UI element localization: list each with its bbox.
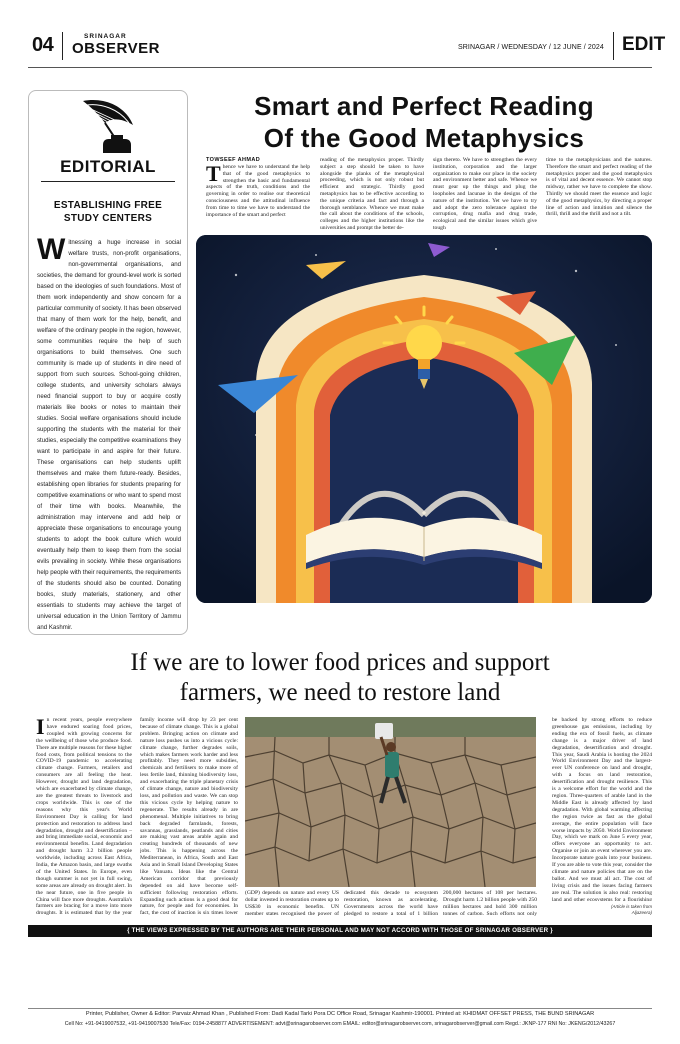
editorial-label: EDITORIAL [60, 157, 156, 176]
article-column: reading of the metaphysics proper. Thirdly subject a step should be taken to have alongside the planks of the metaphysical proceeding, which is not only robust but efficient and strategic. Thirdly good metaphysics has to be effective according to the unique criteria and fact and through a thorough semblance. Whence we must make the call about the conditions of the schools, colleges and the higher institutions like the universities and prompt the better de- [320, 157, 424, 231]
drop-cap: W [37, 233, 66, 266]
article-column: dedicated this decade to ecosystem restoration, known as accelerating. Governments across the world have pledged to restore a total of 1 billion [344, 890, 438, 917]
article-headline [196, 90, 652, 154]
column-text: hence we have to understand the help that of the good metaphysics to strengthen the basic and fundamental aspects of the truth, conditions and the governing in order to realise our theoretical consciousness and the attitudinal influence from time to time we have to understand the importance of the smart and perfect [206, 164, 310, 218]
divider [613, 32, 614, 60]
masthead-rule [28, 67, 652, 68]
headline-line: farmers, we need to restore land [179, 679, 501, 706]
editorial-headline: ESTABLISHING FREE STUDY CENTERS [53, 200, 163, 224]
headline-line: Of the Good Metaphysics [263, 123, 585, 153]
article-headline [28, 648, 652, 708]
dateline: SRINAGAR / WEDNESDAY / 12 JUNE / 2024 [458, 44, 604, 51]
article-column: (GDP) depends on nature and every US dollar invested in restoration creates up to US$30 in economic benefits. UN member states recognised the power of [245, 890, 339, 917]
byline: TOWSEEF AHMAD [206, 157, 261, 163]
article-credit: (Article is taken from Aljazeera) [610, 904, 652, 915]
drop-cap: T [206, 164, 221, 186]
editorial-rule [41, 181, 175, 182]
cracked-earth-photo [245, 717, 536, 887]
editorial-sidebar [28, 90, 188, 635]
quill-inkpot-icon [73, 95, 143, 155]
headline-line: If we are to lower food prices and support [130, 649, 550, 676]
article-column [36, 717, 132, 915]
article-column: 200,000 hectares of 108 per hectares. Drought harm 1.2 billion people with 250 million hectares and hold 300 million tonnes of carbon. Such efforts not only [443, 890, 537, 917]
imprint-line: Printer, Publisher, Owner & Editor: Parvaiz Ahmad Khan , Published From: Dadi Kadal Tarki Pora DC Office Road, Srinagar Kashmir-190001. Printed at: KHIDMAT OFFSET PRESS, THE BUND SRINAGAR [85, 1011, 595, 1017]
editorial-text: itnessing a huge increase in social welfare trusts, non-profit organisations, non-governmental organisations, and societies, the demand for ground-level work is sorted based on the ideologies of such foundations. Most of them work independently and show concern for a particular community of society. It has been observed that many of them work for the help, benefit, and welfare of the ordinary people in the region, however, some communities require the help of such organisations to build themselves. One such community is made up of students in dire need of support from such sources. School-going children, college students, and university scholars always need financial support to buy or acquire costly materials like books or notes to maintain their studies. Social welfare organisations should include supporting the students with the material for their studies, especially the competitive examinations they want to participate in and aspire for their future. These organisations can help students uplift themselves and make them future-ready. Besides, establishing open libraries for students preparing for competitive examinations or who want to spend most of their time with books. Meanwhile, the administration may intervene and add help or appreciate these organisations to encourage young students to adopt the book culture which would eventually help them to keep them from the social evils prevailing in society. While these organisations help people with their requirements, the requirements of the students should also be counted. Donating books, study materials, stationery, and other essentials to students may achieve the target of universal education in the Union Territory of Jammu and Kashmir. [37, 239, 181, 631]
footer-rule [28, 1008, 652, 1009]
logo-sub: SRINAGAR [84, 33, 127, 40]
logo-main: OBSERVER [72, 39, 160, 57]
divider [62, 32, 63, 60]
masthead [28, 30, 666, 66]
article-column: time to the metaphysicians and the natures. Therefore the smart and perfect reading of the metaphysics proper and the good metaphysics is of vital and decent essence. We cannot stop midway, rather we have to complete the show. Thirdly we should meet the essence and logic of the good metaphysics, by directing a proper line of action and intuition and silence the thrill, thrill and the thrill and not a tilt. [546, 157, 652, 218]
drop-cap: I [36, 717, 45, 739]
article-column [206, 164, 310, 232]
page-number: 04 [32, 34, 54, 56]
article-column: family income will drop by 23 per cent because of climate change. This is a global problem. Bringing action on climate and nature loss pushes us into a vicious cycle: climate change, further degrades soils, which makes farmers work harder and less profitably. They need more subsidies, chemicals and fertilisers to make more of less fertile land, thinning biodiversity loss, and exacerbating the triple planetary crisis of climate change, nature and biodiversity loss, and pollution and waste. We can stop this vicious cycle by helping nature to regenerate. The results already in are phenomenal. Multiple initiatives to bring back degraded farmlands, forests, savannas, grasslands, peatlands and cities are making vast areas arable again and creating hundreds of thousands of new jobs. This is happening across the Mediterranean, in Africa, South and East Asia and in Small Island Developing States like Vanuatu. Ideas like the Central American corridor that previously depended on aid have become self-sufficient following restoration efforts. Expanding such actions is a good deal for nature, for people and for economies. In fact, the cost of inaction is six times lower [140, 717, 238, 915]
newspaper-logo [72, 34, 160, 56]
disclaimer-bar: { THE VIEWS EXPRESSED BY THE AUTHORS ARE THEIR PERSONAL AND MAY NOT ACCORD WITH THOSE OF SRINAGAR OBSERVER } [28, 925, 652, 937]
editorial-body [37, 233, 181, 633]
contact-line: Cell No: +91-9419007532, +91-9419007530 Tele/Fax: 0194-2458877 ADVERTISEMENT: advt@srinagarobserver.com EMAIL: editor@srinagarobserver.com, srinagarobserver@gmail.com Regd.: JKNP-177 RNI No: JKENG/2012/43267 [64, 1021, 616, 1027]
section-name: EDIT [622, 34, 666, 55]
book-lightbulb-illustration [196, 235, 652, 603]
article-column: be backed by strong efforts to reduce greenhouse gas emissions, including by ending the era of fossil fuels, as climate change is a major driver of land degradation, desertification and drought. This year, Saudi Arabia is hosting the 2024 World Environment Day and the largest-ever UN conference on land and drought, with a focus on land restoration, desertification and drought resilience. This is a welcome effort for the world and the region. Three-quarters of arable land in the Middle East is already affected by land degradation. With global warming affecting the region twice as fast as the global average, the entire population will face worse impacts by 2050. World Environment Day, which we mark on June 5 every year, offers everyone an opportunity to act. Organise or join an event wherever you are. Incorporate nature goals into your business. If you are able to vote this year, consider the climate and nature policies that are on the ballot. And we must all act. The cost of living crisis and the issues facing farmers are real. The solution is also real: restoring land and other ecosystems for a flourishing [552, 717, 652, 901]
column-text: n recent years, people everywhere have endured soaring food prices, coupled with growing concerns for the wellbeing of those who produce food. There are multiple reasons for these higher food costs, from political tensions to the COVID-19 pandemic to accelerating climate change. Farmers, retailers and consumers are all feeling the heat. However, drought and land degradation, which are exacerbated by climate change, are the greatest threats to livestock and crops worldwide. This is one of the reasons why this year's World Environment Day is calling for land protection and restoration to address land degradation, drought and desertification – and bring immediate social, economic and environmental benefits. Land degradation and drought harm 3.2 billion people worldwide, including across East Africa, India, the Amazon basin, and large swaths of the United States. In Europe, even though summer is not yet in full swing, some areas are already on drought alert. In the near future, one in five people in China will face more droughts. Australia's farmers are bracing for a move into more droughts. It is estimated that by the year [36, 717, 132, 915]
article-column: sign thereto. We have to strengthen the every institution, corporation and the larger organization to make our place in the society and environment better and safe. Whence we must gear up the things and plug the loopholes and lacunae in the designs of the nature of the institution. Yet we have to try and adopt the zero tolerance against the corruption, drug mafia and drug trade, ecological and the similar issues which give tough [433, 157, 537, 231]
headline-line: Smart and Perfect Reading [254, 91, 594, 121]
